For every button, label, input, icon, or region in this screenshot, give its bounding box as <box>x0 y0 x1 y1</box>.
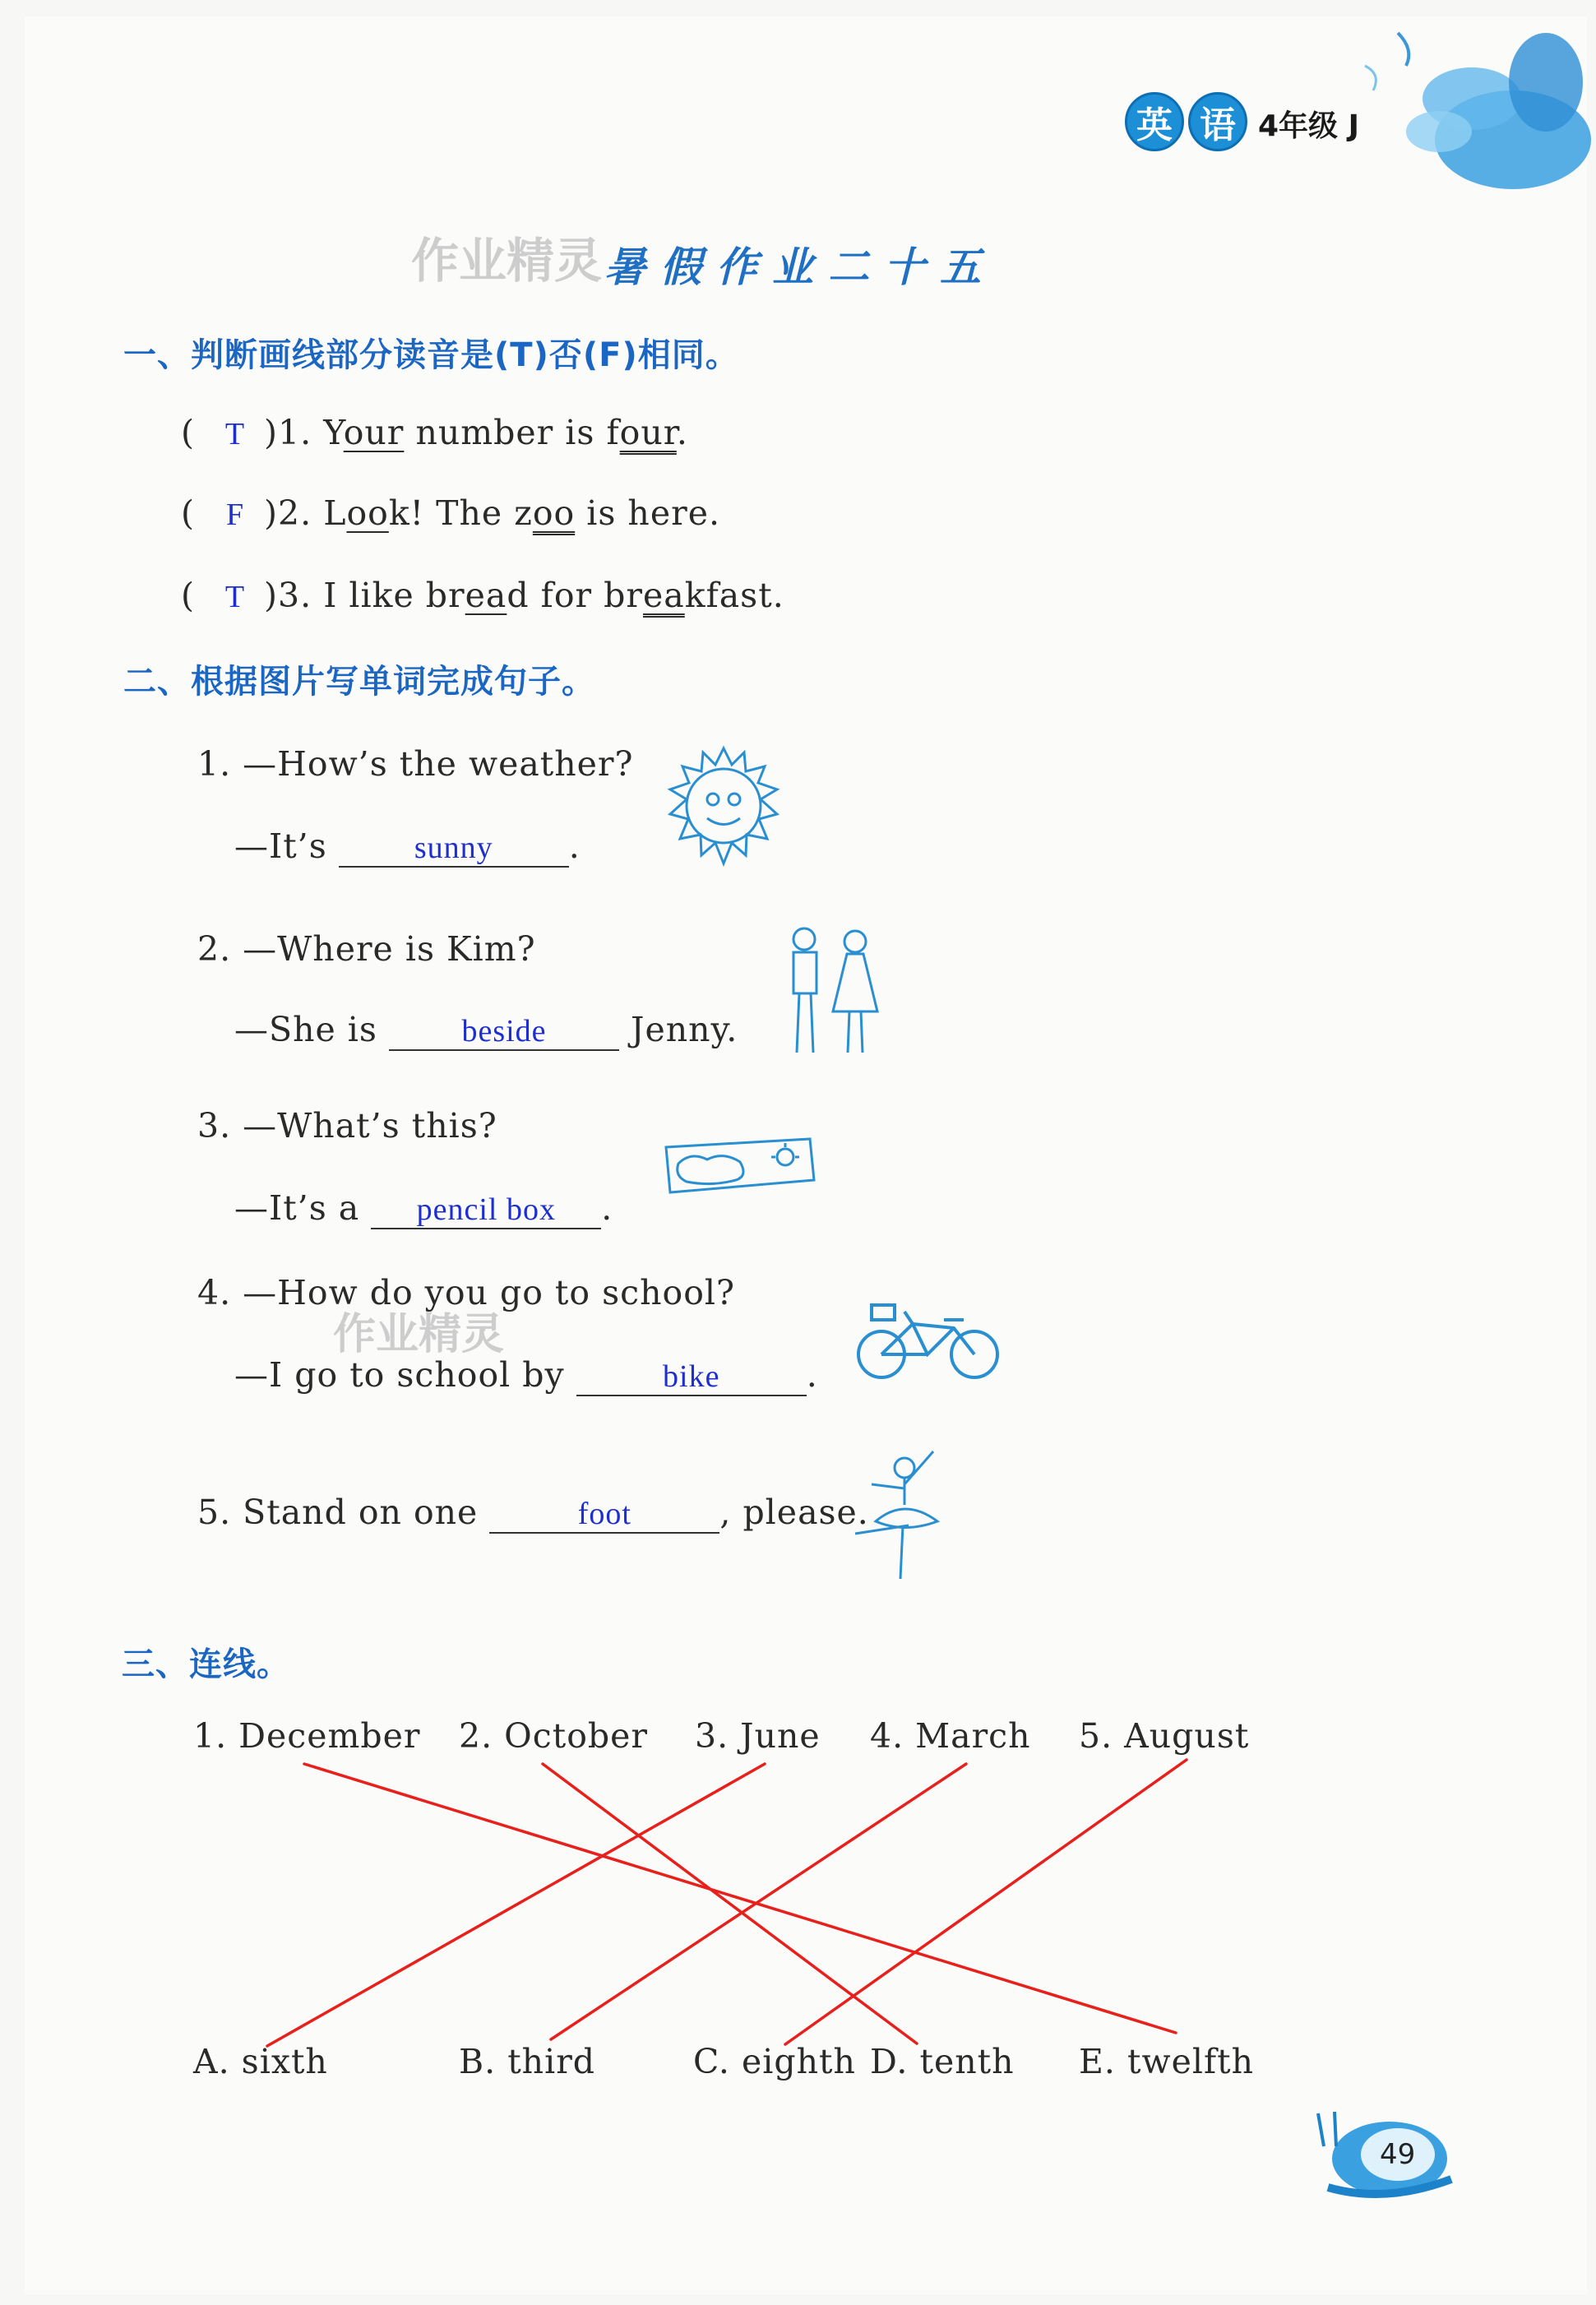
answer-beside: beside <box>461 1014 547 1048</box>
answer-bike: bike <box>663 1359 720 1394</box>
judge-answer: T <box>224 580 246 614</box>
question-5: 5. Stand on one foot , please. <box>197 1493 869 1532</box>
answer-sunny: sunny <box>414 831 493 865</box>
match-top-3: 3. June <box>695 1716 821 1756</box>
judge-item-1: ( T )1. Your number is four. <box>181 413 688 452</box>
question-1: 1. —How’s the weather? <box>197 744 634 784</box>
judge-item-2: ( F )2. Look! The zoo is here. <box>181 493 720 533</box>
section1-heading: 一、判断画线部分读音是(T)否(F)相同。 <box>123 336 739 374</box>
section2-heading: 二、根据图片写单词完成句子。 <box>123 663 595 701</box>
match-line-5 <box>785 1760 1187 2044</box>
match-bottom-c: C. eighth <box>693 2042 856 2081</box>
judge-answer: F <box>225 498 245 532</box>
subject-badge-1: 英 <box>1125 92 1184 151</box>
match-top-1: 1. December <box>193 1716 421 1756</box>
answer-line-3: —It’s a pencil box . <box>234 1188 613 1228</box>
question-4: 4. —How do you go to school? <box>197 1273 735 1312</box>
watermark: 作业精灵 <box>411 233 603 289</box>
page-title: 暑假作业二十五 <box>604 243 996 291</box>
answer-line-2: —She is beside Jenny. <box>234 1010 738 1049</box>
answer-line-4: —I go to school by bike . <box>234 1355 818 1395</box>
subject-badge-2: 语 <box>1188 92 1247 151</box>
question-2: 2. —Where is Kim? <box>197 929 536 969</box>
match-bottom-e: E. twelfth <box>1079 2042 1254 2081</box>
answer-pencil-box: pencil box <box>416 1192 556 1227</box>
match-bottom-b: B. third <box>459 2042 596 2081</box>
match-top-2: 2. October <box>459 1716 648 1756</box>
section3-heading: 三、连线。 <box>122 1645 290 1683</box>
answer-line-1: —It’s sunny . <box>234 826 581 866</box>
match-top-4: 4. March <box>870 1716 1031 1756</box>
watermark-2: 作业精灵 <box>333 1310 505 1359</box>
question-3: 3. —What’s this? <box>197 1106 497 1146</box>
judge-answer: T <box>224 417 246 451</box>
grade-label: 4年级 J <box>1258 109 1359 143</box>
match-bottom-d: D. tenth <box>870 2042 1015 2081</box>
match-top-5: 5. August <box>1079 1716 1250 1756</box>
match-line-1 <box>304 1764 1176 2033</box>
judge-item-3: ( T )3. I like bread for breakfast. <box>181 576 784 615</box>
page-number: 49 <box>1380 2138 1416 2171</box>
answer-foot: foot <box>577 1497 631 1531</box>
match-line-4 <box>551 1764 966 2039</box>
match-bottom-a: A. sixth <box>193 2042 328 2081</box>
match-line-3 <box>267 1764 765 2046</box>
match-line-2 <box>543 1764 917 2043</box>
